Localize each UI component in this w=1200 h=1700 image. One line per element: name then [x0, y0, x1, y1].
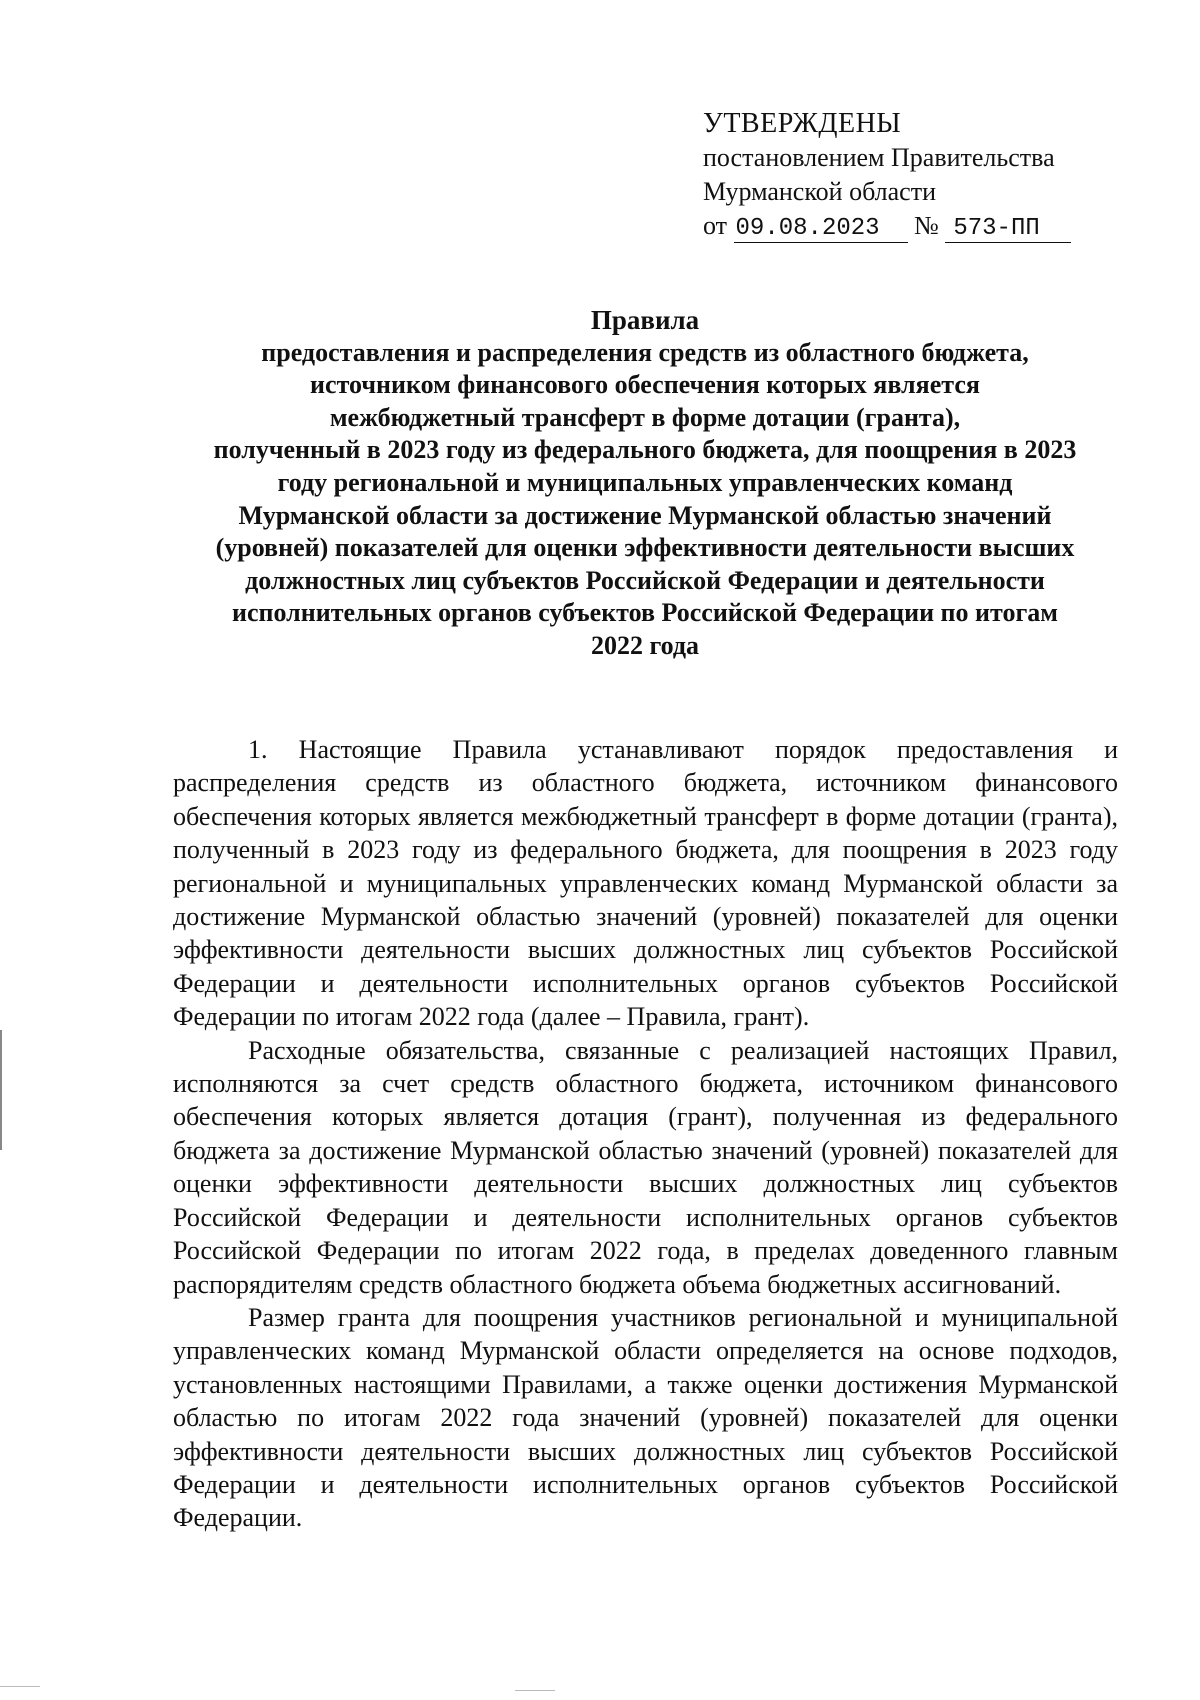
- approval-line-1: постановлением Правительства: [703, 143, 1055, 172]
- document-body: [173, 733, 1118, 1535]
- number-prefix: №: [914, 211, 939, 240]
- scan-margin-mark: [0, 1030, 2, 1150]
- document-title: [165, 304, 1125, 663]
- approval-date-line: [703, 209, 1123, 243]
- title-line: должностных лиц субъектов Российской Федерации и деятельности: [245, 565, 1045, 595]
- title-line: источником финансового обеспечения которых является: [310, 370, 980, 400]
- title-line: (уровней) показателей для оценки эффективности деятельности высших: [215, 533, 1075, 563]
- paragraph-3: Размер гранта для поощрения участников региональной и муниципальной управленческих команд Мурманской области определяется на основе подходов, установленных настоящими Правилами, а также оценки достижения Мурманской областью по итогам 2022 года значений (уровней) показателей для оценки эффективности деятельности высших должностных лиц субъектов Российской Федерации и деятельности исполнительных органов субъектов Российской Федерации.: [173, 1302, 1118, 1533]
- title-line: исполнительных органов субъектов Российской Федерации по итогам: [232, 598, 1058, 628]
- approval-block: [703, 107, 1123, 243]
- title-line: межбюджетный трансферт в форме дотации (гранта),: [329, 402, 961, 432]
- approval-number: 573-ПП: [945, 216, 1071, 243]
- approval-date: 09.08.2023: [734, 216, 908, 243]
- scan-edge-mark: [515, 1690, 555, 1691]
- title-line: году региональной и муниципальных управленческих команд: [277, 467, 1013, 497]
- paragraph-1: 1. Настоящие Правила устанавливают порядок предоставления и распределения средств из областного бюджета, источником финансового обеспечения которых является межбюджетный трансферт в форме дотации (гранта), полученный в 2023 году из федерального бюджета, для поощрения в 2023 году региональной и муниципальных управленческих команд Мурманской области за достижение Мурманской областью значений (уровней) показателей для оценки эффективности деятельности высших должностных лиц субъектов Российской Федерации и деятельности исполнительных органов субъектов Российской Федерации по итогам 2022 года (далее – Правила, грант).: [173, 735, 1118, 1032]
- title-line: предоставления и распределения средств из областного бюджета,: [261, 337, 1029, 367]
- title-line: Мурманской области за достижение Мурманской областью значений: [238, 500, 1052, 530]
- approval-stamp: УТВЕРЖДЕНЫ: [703, 108, 902, 139]
- approval-line-2: Мурманской области: [703, 177, 936, 206]
- date-prefix: от: [703, 211, 728, 240]
- scan-edge-mark: [0, 1686, 40, 1687]
- title-line: 2022 года: [590, 630, 700, 660]
- title-heading: Правила: [590, 305, 700, 335]
- paragraph-2: Расходные обязательства, связанные с реализацией настоящих Правил, исполняются за счет средств областного бюджета, источником финансового обеспечения которых является дотация (грант), полученная из федерального бюджета за достижение Мурманской областью значений (уровней) показателей для оценки эффективности деятельности высших должностных лиц субъектов Российской Федерации и деятельности исполнительных органов субъектов Российской Федерации по итогам 2022 года, в пределах доведенного главным распорядителям средств областного бюджета объема бюджетных ассигнований.: [173, 1035, 1118, 1299]
- title-line: полученный в 2023 году из федерального бюджета, для поощрения в 2023: [213, 435, 1077, 465]
